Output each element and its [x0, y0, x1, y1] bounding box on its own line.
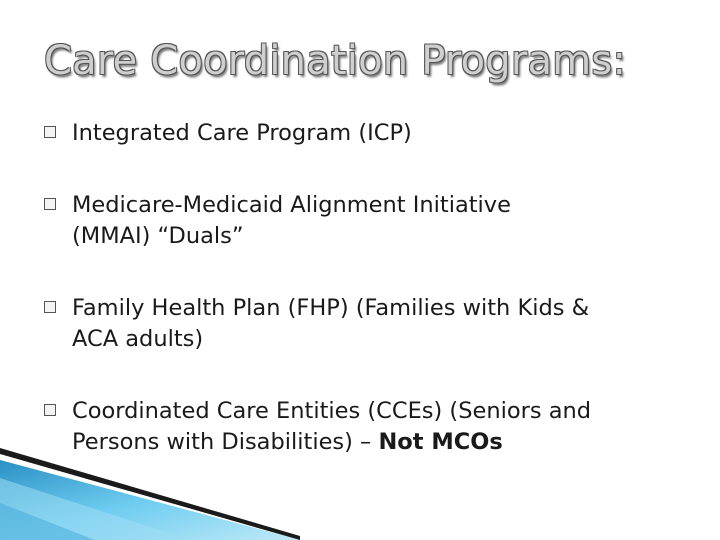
bullet-text: Integrated Care Program (ICP)	[72, 120, 412, 146]
bullet-text: Medicare-Medicaid Alignment Initiative	[72, 192, 511, 218]
bullet-text: Family Health Plan (FHP) (Families with Kids &	[72, 295, 590, 321]
bullet-list	[44, 118, 704, 499]
square-bullet-icon	[44, 126, 56, 138]
blue-swoosh-corner-graphic	[0, 448, 300, 540]
square-bullet-icon	[44, 404, 56, 416]
bullet-item-fhp	[44, 293, 704, 355]
square-bullet-icon	[44, 198, 56, 210]
bullet-text: Coordinated Care Entities (CCEs) (Seniors and	[72, 398, 592, 424]
bullet-text-continued: (MMAI) “Duals”	[72, 223, 244, 249]
square-bullet-icon	[44, 301, 56, 313]
bullet-item-icp	[44, 118, 704, 149]
slide-title: Care Coordination Programs:	[44, 38, 627, 84]
bullet-text-plain: Persons with Disabilities) –	[72, 429, 379, 455]
bullet-text-continued: ACA adults)	[72, 326, 204, 352]
bullet-item-mmai	[44, 190, 704, 252]
not-mcos-emphasis: Not MCOs	[378, 429, 503, 455]
